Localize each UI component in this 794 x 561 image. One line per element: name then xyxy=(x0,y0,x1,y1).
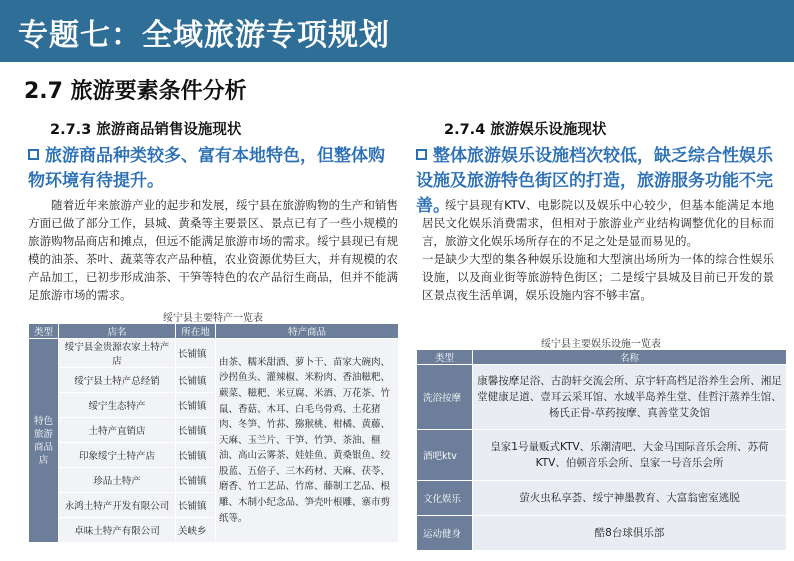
table-row xyxy=(417,516,787,551)
table-header: 特产商品 xyxy=(216,324,399,339)
table-row xyxy=(417,481,787,516)
specialty-table xyxy=(28,323,399,543)
table-header: 店名 xyxy=(59,324,176,339)
table-header: 类型 xyxy=(29,324,59,339)
products-cell: 由茶、糯米甜酒、萝卜干、苗家大碗肉、沙拐鱼头、灌辣椒、米粉肉、香油糍粑、蕨菜、糍粑、米豆腐、米酒、万花茶、竹鼠、香菇、木耳、白毛乌骨鸡、土花猪肉、冬笋、竹荪、猕猴桃、柑橘、黄藤、天麻、玉兰片、干笋、竹笋、茶油、榧油、高山云雾茶、娃娃鱼、黄桑银鱼、绞股蓝、五倍子、三木药材、天麻、茯苓、磨香、竹工艺品、竹席、藤制工艺品、根雕、木制小纪念品、笋壳叶根雕、寨市剪纸等。 xyxy=(216,339,399,543)
square-bullet-icon xyxy=(416,149,427,160)
facility-type-cell: 酒吧ktv xyxy=(417,430,473,481)
square-bullet-icon xyxy=(28,149,39,160)
category-cell: 特色旅游商品店 xyxy=(29,339,59,543)
right-body-text xyxy=(422,196,774,304)
location-cell: 关峡乡 xyxy=(176,518,216,543)
location-cell: 长铺镇 xyxy=(176,393,216,418)
location-cell: 长铺镇 xyxy=(176,368,216,393)
shop-name-cell: 绥宁生态特产 xyxy=(59,393,176,418)
location-cell: 长铺镇 xyxy=(176,418,216,443)
left-highlight xyxy=(28,144,398,194)
facility-names-cell: 皇家1号量贩式KTV、乐潮清吧、大金马国际音乐会所、苏荷KTV、伯顿音乐会所、皇家一号音乐会所 xyxy=(473,430,787,481)
shop-name-cell: 印象绥宁土特产店 xyxy=(59,443,176,468)
location-cell: 长铺镇 xyxy=(176,468,216,493)
location-cell: 长铺镇 xyxy=(176,443,216,468)
table-header-row xyxy=(417,350,787,365)
right-highlight-text: 整体旅游娱乐设施档次较低，缺乏综合性娱乐设施及旅游特色街区的打造，旅游服务功能不完善。 xyxy=(416,146,773,216)
location-cell: 长铺镇 xyxy=(176,493,216,518)
facility-names-cell: 萤火虫私享荟、绥宁神墨教育、大富翁密室逃脱 xyxy=(473,481,787,516)
left-subtitle: 2.7.3 旅游商品销售设施现状 xyxy=(50,122,242,138)
table-header-row xyxy=(29,324,399,339)
facility-type-cell: 运动健身 xyxy=(417,516,473,551)
table-header: 所在地 xyxy=(176,324,216,339)
shop-name-cell: 永鸿土特产开发有限公司 xyxy=(59,493,176,518)
table-row xyxy=(417,365,787,430)
shop-name-cell: 卓味土特产有限公司 xyxy=(59,518,176,543)
table-row xyxy=(29,339,399,368)
table-header: 类型 xyxy=(417,350,473,365)
specialty-table-caption: 绥宁县主要特产一览表 xyxy=(163,313,263,324)
left-body-text: 随着近年来旅游产业的起步和发展，绥宁县在旅游购物的生产和销售方面已做了部分工作，县城、黄桑等主要景区、景点已有了一些小规模的旅游购物品商店和摊点，但远不能满足旅游市场的需求。绥宁县现已有规模的油茶、茶叶、蔬菜等农产品种植，农业资源优势巨大，并有规模的农产品加工，已初步形成油茶、干笋等特色的农产品衍生商品，但并不能满足旅游市场的需求。 xyxy=(28,198,398,302)
shop-name-cell: 珍品土特产 xyxy=(59,468,176,493)
location-cell: 长铺镇 xyxy=(176,339,216,368)
shop-name-cell: 绥宁县土特产总经销 xyxy=(59,368,176,393)
shop-name-cell: 土特产直销店 xyxy=(59,418,176,443)
table-header: 名称 xyxy=(473,350,787,365)
header-banner xyxy=(0,0,794,62)
section-title: 2.7 旅游要素条件分析 xyxy=(24,79,247,104)
facility-type-cell: 洗浴按摩 xyxy=(417,365,473,430)
entertainment-table-caption: 绥宁县主要娱乐设施一览表 xyxy=(541,339,661,350)
facility-names-cell: 酷8台球俱乐部 xyxy=(473,516,787,551)
facility-type-cell: 文化娱乐 xyxy=(417,481,473,516)
right-body-paragraph-1: 绥宁县现有KTV、电影院以及娱乐中心较少，但基本能满足本地居民文化娱乐消费需求，但相对于旅游业产业结构调整优化的目标而言，旅游文化娱乐场所存在的不足之处是显而易见的。 xyxy=(422,198,774,248)
entertainment-table xyxy=(416,349,787,551)
left-highlight-text: 旅游商品种类较多、富有本地特色，但整体购物环境有待提升。 xyxy=(28,146,385,191)
shop-name-cell: 绥宁县金贵源农家土特产店 xyxy=(59,339,176,368)
banner-title: 专题七：全域旅游专项规划 xyxy=(18,18,390,53)
table-row xyxy=(417,430,787,481)
right-body-paragraph-2: 一是缺少大型的集各种娱乐设施和大型演出场所为一体的综合性娱乐设施，以及商业街等旅游特色街区；二是绥宁县城及目前已开发的景区景点夜生活单调，娱乐设施内容不够丰富。 xyxy=(422,252,774,302)
right-subtitle: 2.7.4 旅游娱乐设施现状 xyxy=(444,122,607,138)
facility-names-cell: 康馨按摩足浴、古韵轩交流会所、京宇轩高档足浴养生会所、湘足堂健康足道、壹耳云采耳馆、水域半岛养生堂、佳哲汗蒸养生馆、杨氏正骨-草药按摩、真善堂艾灸馆 xyxy=(473,365,787,430)
